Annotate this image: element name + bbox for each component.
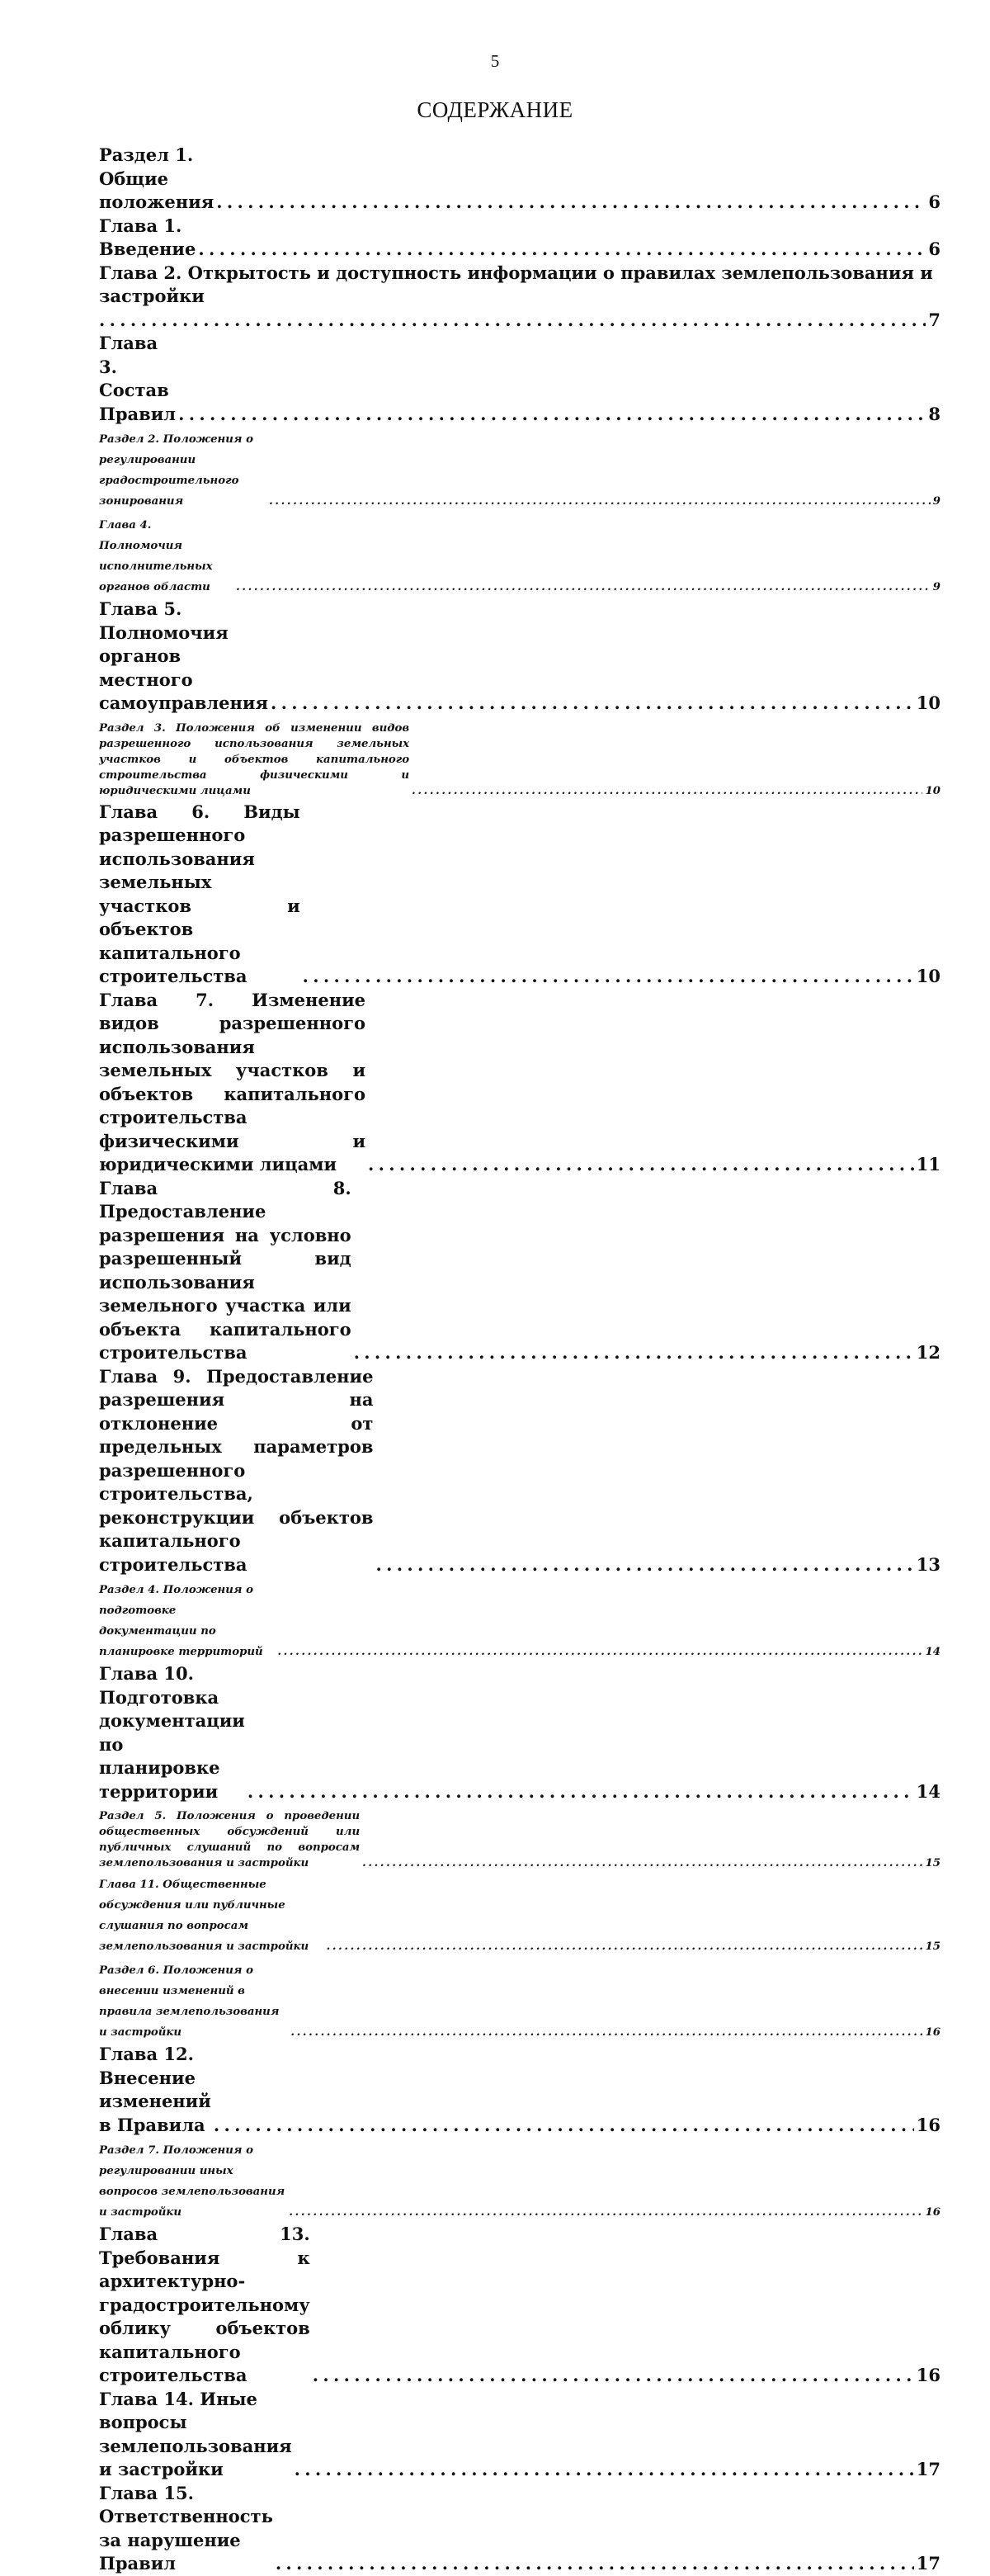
toc-entry[interactable] (99, 2388, 940, 2482)
toc-entry[interactable] (99, 2140, 940, 2223)
toc-dot-leader (99, 309, 926, 333)
toc-entry[interactable] (99, 1580, 940, 1662)
toc-entry[interactable] (99, 801, 940, 989)
toc-entry-page-number: 16 (916, 2114, 940, 2135)
toc-entry-label: Раздел 6. Положения о внесении изменений в правила землепользования и застройки (99, 1964, 280, 2039)
toc-entry-page-number: 11 (916, 1154, 940, 1175)
toc-entry[interactable] (99, 332, 940, 426)
toc-dot-leader (248, 1780, 914, 1804)
toc-dot-leader (216, 191, 926, 215)
toc-entry-page-number: 14 (925, 1646, 940, 1658)
toc-entry-page-number: 17 (916, 2459, 940, 2479)
toc-entry-page-number: 6 (928, 191, 940, 212)
toc-dot-leader (354, 1341, 914, 1365)
toc-entry[interactable] (99, 2223, 940, 2388)
toc-dot-leader (214, 2114, 914, 2138)
toc-entry-page-number: 14 (916, 1780, 940, 1802)
toc-entry[interactable] (99, 262, 940, 333)
toc-dot-leader (289, 2202, 922, 2223)
toc-dot-leader (178, 403, 926, 427)
toc-dot-leader (290, 2022, 922, 2043)
toc-entry-label: Глава 14. Иные вопросы землепользования и застройки (99, 2388, 292, 2479)
toc-dot-leader (327, 1936, 923, 1957)
toc-entry-label: Глава 10. Подготовка документации по планировке территории (99, 1663, 245, 1802)
toc-entry-label: Раздел 3. Положения об изменении видов разрешенного использования земельных участков и объектов капитального строительства физическими и юридическими лицами (99, 721, 410, 797)
toc-entry-page-number: 16 (925, 2026, 940, 2039)
toc-entry-label: Глава 1. Введение (99, 215, 196, 259)
toc-entry-label: Глава 15. Ответственность за нарушение Правил (99, 2482, 273, 2574)
toc-entry[interactable] (99, 1177, 940, 1365)
toc-entry-page-number: 8 (928, 403, 940, 424)
toc-entry-label: Глава 3. Состав Правил (99, 333, 177, 424)
toc-entry-label: Глава 5. Полномочия органов местного самоуправления (99, 598, 268, 713)
toc-dot-leader (303, 965, 914, 989)
toc-dot-leader (269, 491, 931, 512)
toc-entry[interactable] (99, 989, 940, 1177)
toc-entry-page-number: 16 (925, 2206, 940, 2219)
toc-entry-page-number: 9 (932, 581, 940, 593)
toc-entry[interactable] (99, 1960, 940, 2043)
toc-entry[interactable] (99, 1662, 940, 1803)
toc-entry-label: Глава 7. Изменение видов разрешенного использования земельных участков и объектов капитального строительства физическими и юридическими лицами (99, 989, 366, 1175)
toc-dot-leader (198, 238, 926, 262)
toc-entry-page-number: 15 (925, 1940, 940, 1953)
page-number: 5 (490, 51, 500, 71)
toc-entry-page-number: 7 (928, 309, 940, 330)
toc-entry-label: Глава 13. Требования к архитектурно-градостроительному облику объектов капитального строительства (99, 2224, 310, 2385)
toc-entry-page-number: 13 (916, 1553, 940, 1575)
toc-dot-leader (412, 783, 922, 799)
toc-entry-page-number: 15 (925, 1857, 940, 1869)
toc-entry-page-number: 10 (916, 966, 940, 986)
toc-entry[interactable] (99, 515, 940, 598)
toc-dot-leader (276, 2552, 914, 2576)
toc-entry[interactable] (99, 215, 940, 262)
toc-entry-page-number: 6 (928, 239, 940, 259)
toc-entry-label: Глава 11. Общественные обсуждения или публичные слушания по вопросам землепользования и застройки (99, 1879, 309, 1953)
toc-entry[interactable] (99, 2482, 940, 2576)
toc-entry-label: Раздел 5. Положения о проведении общественных обсуждений или публичных слушаний по вопросам землепользования и застройки (99, 1810, 361, 1869)
toc-dot-leader (295, 2458, 914, 2482)
toc-entry-label: Раздел 2. Положения о регулировании градостроительного зонирования (99, 433, 253, 508)
toc-entry[interactable] (99, 429, 940, 512)
toc-entry[interactable] (99, 2043, 940, 2137)
toc-dot-leader (362, 1855, 922, 1871)
toc-dot-leader (271, 692, 914, 716)
toc-entry-label: Глава 2. Открытость и доступность информации о правилах землепользования и застройки (99, 262, 933, 306)
toc-entry-label: Раздел 1. Общие положения (99, 144, 214, 212)
page-title: СОДЕРЖАНИЕ (417, 97, 573, 122)
toc-entry-page-number: 10 (925, 784, 940, 797)
toc-entry-label: Глава 6. Виды разрешенного использования земельных участков и объектов капитального строительства (99, 801, 300, 986)
toc-entry-label: Глава 12. Внесение изменений в Правила (99, 2044, 211, 2135)
toc-entry[interactable] (99, 1365, 940, 1577)
toc-entry-label: Глава 9. Предоставление разрешения на отклонение от предельных параметров разрешенного строительства, реконструкции объектов капитального строительства (99, 1365, 374, 1575)
toc-entry[interactable] (99, 721, 940, 799)
toc-entry-page-number: 17 (916, 2553, 940, 2574)
toc-entry-page-number: 16 (916, 2365, 940, 2385)
toc-dot-leader (313, 2364, 914, 2388)
toc-entry-label: Раздел 4. Положения о подготовке документации по планировке территорий (99, 1584, 263, 1658)
toc-entry[interactable] (99, 1808, 940, 1871)
toc-entry-label: Глава 4. Полномочия исполнительных органов области (99, 519, 213, 593)
toc-dot-leader (375, 1553, 913, 1577)
toc-entry-page-number: 10 (916, 692, 940, 713)
toc-dot-leader (277, 1642, 922, 1662)
table-of-contents (99, 144, 940, 2576)
toc-entry[interactable] (99, 1874, 940, 1957)
toc-dot-leader (368, 1153, 914, 1177)
toc-entry[interactable] (99, 598, 940, 716)
toc-entry-page-number: 9 (932, 495, 940, 508)
toc-entry[interactable] (99, 144, 940, 215)
toc-entry-label: Раздел 7. Положения о регулировании иных вопросов землепользования и застройки (99, 2144, 285, 2219)
toc-entry-label: Глава 8. Предоставление разрешения на условно разрешенный вид использования земельного участка или объекта капитального строительства (99, 1177, 351, 1363)
toc-entry-page-number: 12 (916, 1342, 940, 1363)
toc-dot-leader (236, 577, 931, 598)
